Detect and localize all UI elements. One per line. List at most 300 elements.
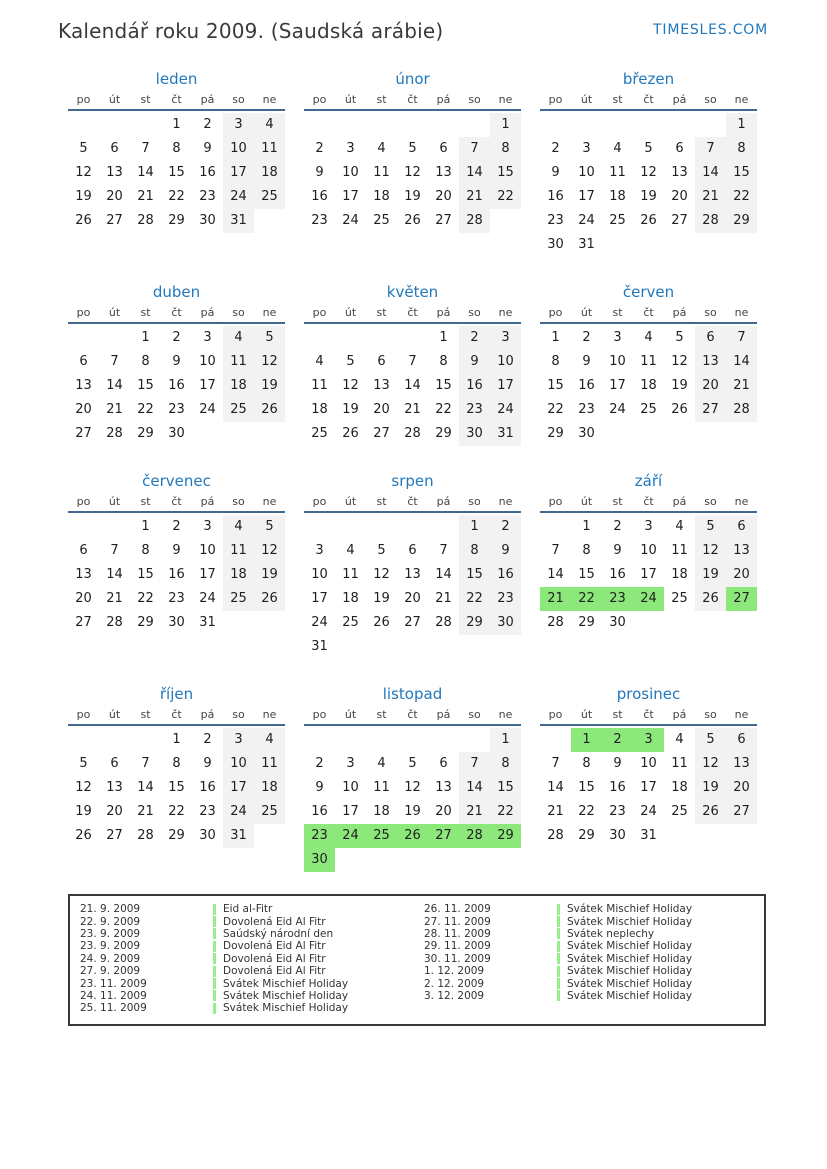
header-rule: [68, 511, 285, 513]
header-rule: [540, 511, 757, 513]
day-cell: 18: [609, 189, 626, 204]
holiday-marker-icon: [557, 916, 560, 927]
weekday-label: po: [76, 306, 91, 319]
day-cell: 25: [254, 185, 285, 209]
empty-cell: [335, 113, 366, 137]
day-cell: 20: [75, 402, 92, 417]
legend-holiday-name: Svátek Mischief Holiday: [567, 989, 693, 1002]
legend-entry: [424, 965, 754, 977]
day-cell: 19: [254, 374, 285, 398]
weekday-label: ne: [262, 306, 277, 319]
day-cell: 2: [602, 728, 633, 752]
day-cell: 18: [342, 591, 359, 606]
day-cell: 21: [540, 587, 571, 611]
day-cell: 13: [435, 780, 452, 795]
day-cell: 21: [404, 402, 421, 417]
day-cell: 31: [223, 824, 254, 848]
day-cell: 9: [203, 756, 212, 771]
day-cell: 7: [551, 543, 560, 558]
day-cell: 7: [551, 756, 560, 771]
day-cell: 6: [408, 543, 417, 558]
legend-holiday-name: Svátek Mischief Holiday: [567, 977, 693, 990]
legend-holiday-name: Svátek Mischief Holiday: [223, 1002, 349, 1015]
day-cell: 6: [79, 354, 88, 369]
day-cell: 4: [223, 515, 254, 539]
day-cell: 27: [428, 824, 459, 848]
day-cell: 29: [578, 615, 595, 630]
day-cell: 19: [640, 189, 657, 204]
day-cell: 8: [172, 141, 181, 156]
day-cell: 22: [435, 402, 452, 417]
weekday-label: so: [232, 495, 245, 508]
day-cell: 5: [408, 141, 417, 156]
day-cell: 24: [490, 398, 521, 422]
weekday-label: út: [344, 93, 357, 106]
day-cell: 25: [223, 398, 254, 422]
month-table: [540, 495, 757, 635]
weekday-label: po: [548, 306, 563, 319]
day-cell: 1: [551, 330, 560, 345]
day-cell: 25: [366, 824, 397, 848]
day-cell: 6: [110, 141, 119, 156]
day-cell: 2: [315, 141, 324, 156]
day-cell: 22: [459, 587, 490, 611]
day-cell: 7: [110, 543, 119, 558]
day-cell: 18: [223, 563, 254, 587]
weekday-label: pá: [436, 306, 451, 319]
day-cell: 2: [203, 732, 212, 747]
day-cell: 7: [141, 756, 150, 771]
day-cell: 4: [377, 756, 386, 771]
empty-cell: [335, 848, 366, 872]
day-cell: 25: [342, 615, 359, 630]
day-cell: 29: [547, 426, 564, 441]
day-cell: 6: [439, 141, 448, 156]
day-cell: 10: [223, 752, 254, 776]
day-cell: 3: [223, 728, 254, 752]
day-cell: 9: [582, 354, 591, 369]
legend-entry: [80, 953, 410, 965]
day-cell: 8: [582, 543, 591, 558]
day-cell: 13: [726, 539, 757, 563]
day-cell: 16: [311, 804, 328, 819]
weekday-label: út: [344, 495, 357, 508]
day-cell: 30: [578, 426, 595, 441]
day-cell: 27: [435, 213, 452, 228]
day-cell: 9: [172, 543, 181, 558]
day-cell: 16: [547, 189, 564, 204]
day-cell: 3: [613, 330, 622, 345]
day-cell: 29: [168, 828, 185, 843]
empty-cell: [99, 728, 130, 752]
day-cell: 8: [726, 137, 757, 161]
day-cell: 16: [199, 780, 216, 795]
legend-holiday-name: Dovolená Eid Al Fitr: [223, 915, 326, 928]
day-cell: 30: [490, 611, 521, 635]
holiday-marker-icon: [213, 990, 216, 1001]
day-cell: 22: [168, 804, 185, 819]
day-cell: 6: [439, 756, 448, 771]
day-cell: 8: [172, 756, 181, 771]
weekday-label: út: [108, 93, 121, 106]
month-table: [68, 93, 285, 233]
empty-cell: [397, 326, 428, 350]
day-cell: 1: [459, 515, 490, 539]
day-cell: 26: [254, 398, 285, 422]
day-cell: 23: [304, 824, 335, 848]
weekday-label: čt: [171, 495, 182, 508]
day-cell: 10: [199, 543, 216, 558]
legend-entry: [80, 928, 410, 940]
day-cell: 16: [609, 780, 626, 795]
empty-cell: [490, 635, 521, 659]
day-cell: 19: [75, 804, 92, 819]
day-cell: 2: [459, 326, 490, 350]
holiday-marker-icon: [213, 904, 216, 915]
day-cell: 29: [137, 426, 154, 441]
day-cell: 26: [75, 828, 92, 843]
weekday-label: so: [232, 93, 245, 106]
day-cell: 8: [582, 756, 591, 771]
day-cell: 20: [404, 591, 421, 606]
month-3: [540, 70, 757, 257]
day-cell: 20: [695, 374, 726, 398]
day-cell: 19: [695, 563, 726, 587]
day-cell: 29: [168, 213, 185, 228]
weekday-label: st: [376, 708, 387, 721]
weekday-label: po: [312, 495, 327, 508]
holiday-marker-icon: [213, 978, 216, 989]
legend-date: 24. 11. 2009: [80, 989, 147, 1002]
legend-date: 26. 11. 2009: [424, 903, 491, 916]
day-cell: 23: [547, 213, 564, 228]
day-cell: 12: [254, 539, 285, 563]
page-header: [0, 0, 827, 43]
weekday-label: út: [108, 306, 121, 319]
day-cell: 17: [490, 374, 521, 398]
legend-holiday-name: Saúdský národní den: [223, 927, 334, 940]
day-cell: 7: [141, 141, 150, 156]
day-cell: 27: [106, 213, 123, 228]
day-cell: 4: [377, 141, 386, 156]
day-cell: 26: [640, 213, 657, 228]
site-logo-link[interactable]: TIMESLES.COM: [653, 22, 768, 38]
month-table: [304, 708, 521, 872]
day-cell: 11: [254, 752, 285, 776]
day-cell: 21: [106, 402, 123, 417]
day-cell: 5: [675, 330, 684, 345]
day-cell: 17: [199, 378, 216, 393]
day-cell: 20: [726, 563, 757, 587]
weekday-label: po: [76, 708, 91, 721]
empty-cell: [99, 113, 130, 137]
day-cell: 7: [439, 543, 448, 558]
day-cell: 2: [490, 515, 521, 539]
empty-cell: [254, 824, 285, 848]
day-cell: 15: [168, 780, 185, 795]
weekday-label: ne: [734, 495, 749, 508]
day-cell: 11: [223, 350, 254, 374]
weekday-label: st: [612, 93, 623, 106]
day-cell: 4: [315, 354, 324, 369]
legend-holiday-name: Eid al-Fitr: [223, 903, 273, 916]
day-cell: 24: [311, 615, 328, 630]
empty-cell: [633, 233, 664, 257]
day-cell: 18: [373, 804, 390, 819]
day-cell: 21: [547, 804, 564, 819]
day-cell: 23: [602, 587, 633, 611]
day-cell: 20: [75, 591, 92, 606]
day-cell: 10: [199, 354, 216, 369]
holiday-marker-icon: [213, 953, 216, 964]
legend-holiday-name: Svátek neplechy: [567, 927, 655, 940]
legend-date: 28. 11. 2009: [424, 927, 491, 940]
day-cell: 17: [578, 189, 595, 204]
legend-entry: [80, 915, 410, 927]
day-cell: 7: [695, 137, 726, 161]
day-cell: 9: [613, 543, 622, 558]
month-9: [540, 472, 757, 635]
month-1: [68, 70, 285, 233]
weekday-label: ne: [498, 708, 513, 721]
day-cell: 18: [223, 374, 254, 398]
month-title: prosinec: [616, 685, 681, 703]
weekday-label: st: [612, 306, 623, 319]
day-cell: 14: [547, 567, 564, 582]
day-cell: 16: [459, 374, 490, 398]
weekday-label: út: [580, 306, 593, 319]
day-cell: 21: [459, 185, 490, 209]
weekday-label: st: [140, 93, 151, 106]
month-table: [540, 708, 757, 848]
day-cell: 14: [459, 161, 490, 185]
day-cell: 19: [695, 776, 726, 800]
day-cell: 28: [106, 615, 123, 630]
day-cell: 9: [172, 354, 181, 369]
day-cell: 26: [671, 402, 688, 417]
day-cell: 22: [137, 591, 154, 606]
day-cell: 19: [404, 189, 421, 204]
day-cell: 28: [404, 426, 421, 441]
day-cell: 3: [203, 330, 212, 345]
empty-cell: [397, 113, 428, 137]
empty-cell: [633, 113, 664, 137]
legend-date: 1. 12. 2009: [424, 965, 485, 978]
day-cell: 22: [490, 800, 521, 824]
day-cell: 13: [726, 752, 757, 776]
day-cell: 26: [75, 213, 92, 228]
day-cell: 17: [342, 804, 359, 819]
day-cell: 28: [547, 828, 564, 843]
weekday-label: st: [612, 495, 623, 508]
day-cell: 21: [435, 591, 452, 606]
day-cell: 19: [671, 378, 688, 393]
empty-cell: [254, 422, 285, 446]
weekday-label: so: [468, 93, 481, 106]
weekday-label: pá: [200, 93, 215, 106]
weekday-label: po: [548, 708, 563, 721]
day-cell: 2: [315, 756, 324, 771]
holiday-marker-icon: [557, 928, 560, 939]
empty-cell: [664, 824, 695, 848]
month-title: červen: [622, 283, 675, 301]
day-cell: 10: [640, 543, 657, 558]
day-cell: 26: [373, 615, 390, 630]
legend-date: 25. 11. 2009: [80, 1002, 147, 1015]
day-cell: 11: [373, 165, 390, 180]
legend-holiday-name: Svátek Mischief Holiday: [567, 940, 693, 953]
day-cell: 15: [435, 378, 452, 393]
empty-cell: [695, 824, 726, 848]
month-title: duben: [152, 283, 201, 301]
day-cell: 23: [578, 402, 595, 417]
empty-cell: [223, 611, 254, 635]
day-cell: 15: [547, 378, 564, 393]
day-cell: 10: [311, 567, 328, 582]
day-cell: 18: [311, 402, 328, 417]
day-cell: 11: [671, 756, 688, 771]
empty-cell: [366, 113, 397, 137]
weekday-label: so: [232, 306, 245, 319]
weekday-label: pá: [672, 495, 687, 508]
weekday-label: pá: [436, 708, 451, 721]
empty-cell: [602, 113, 633, 137]
month-8: [304, 472, 521, 659]
month-table: [68, 306, 285, 446]
day-cell: 22: [168, 189, 185, 204]
weekday-label: ne: [262, 708, 277, 721]
weekday-label: pá: [200, 495, 215, 508]
day-cell: 10: [342, 780, 359, 795]
month-title: listopad: [382, 685, 443, 703]
day-cell: 15: [459, 563, 490, 587]
empty-cell: [459, 728, 490, 752]
empty-cell: [664, 422, 695, 446]
day-cell: 1: [490, 113, 521, 137]
day-cell: 23: [168, 591, 185, 606]
day-cell: 3: [490, 326, 521, 350]
day-cell: 8: [490, 752, 521, 776]
day-cell: 30: [304, 848, 335, 872]
empty-cell: [335, 728, 366, 752]
day-cell: 23: [459, 398, 490, 422]
day-cell: 21: [137, 189, 154, 204]
weekday-label: út: [108, 708, 121, 721]
weekday-label: pá: [200, 708, 215, 721]
day-cell: 18: [640, 378, 657, 393]
empty-cell: [726, 611, 757, 635]
day-cell: 20: [435, 804, 452, 819]
legend-entry: [424, 940, 754, 952]
day-cell: 19: [342, 402, 359, 417]
empty-cell: [726, 824, 757, 848]
day-cell: 1: [571, 728, 602, 752]
day-cell: 1: [490, 728, 521, 752]
day-cell: 16: [578, 378, 595, 393]
day-cell: 4: [675, 519, 684, 534]
day-cell: 15: [490, 776, 521, 800]
weekday-label: po: [312, 93, 327, 106]
day-cell: 1: [582, 519, 591, 534]
month-table: [304, 495, 521, 659]
weekday-label: čt: [407, 708, 418, 721]
weekday-label: po: [312, 708, 327, 721]
day-cell: 28: [547, 615, 564, 630]
day-cell: 23: [199, 189, 216, 204]
day-cell: 6: [110, 756, 119, 771]
day-cell: 16: [199, 165, 216, 180]
day-cell: 16: [311, 189, 328, 204]
empty-cell: [130, 113, 161, 137]
day-cell: 28: [459, 824, 490, 848]
day-cell: 17: [609, 378, 626, 393]
empty-cell: [254, 209, 285, 233]
day-cell: 22: [490, 185, 521, 209]
day-cell: 23: [168, 402, 185, 417]
day-cell: 12: [373, 567, 390, 582]
day-cell: 8: [439, 354, 448, 369]
empty-cell: [366, 728, 397, 752]
day-cell: 12: [254, 350, 285, 374]
day-cell: 13: [106, 780, 123, 795]
empty-cell: [366, 848, 397, 872]
month-title: březen: [622, 70, 675, 88]
day-cell: 6: [695, 326, 726, 350]
weekday-label: čt: [171, 306, 182, 319]
day-cell: 4: [223, 326, 254, 350]
empty-cell: [664, 233, 695, 257]
empty-cell: [602, 422, 633, 446]
weekday-label: so: [468, 306, 481, 319]
day-cell: 11: [223, 539, 254, 563]
day-cell: 7: [110, 354, 119, 369]
day-cell: 18: [373, 189, 390, 204]
day-cell: 17: [640, 780, 657, 795]
day-cell: 26: [397, 824, 428, 848]
holiday-marker-icon: [213, 966, 216, 977]
day-cell: 13: [404, 567, 421, 582]
day-cell: 2: [172, 330, 181, 345]
weekday-label: ne: [498, 93, 513, 106]
day-cell: 21: [695, 185, 726, 209]
day-cell: 30: [459, 422, 490, 446]
day-cell: 11: [254, 137, 285, 161]
day-cell: 27: [726, 800, 757, 824]
holiday-marker-icon: [557, 978, 560, 989]
day-cell: 24: [609, 402, 626, 417]
day-cell: 16: [490, 563, 521, 587]
legend-entry: [80, 965, 410, 977]
day-cell: 27: [373, 426, 390, 441]
weekday-label: út: [580, 495, 593, 508]
month-7: [68, 472, 285, 635]
day-cell: 11: [640, 354, 657, 369]
day-cell: 18: [671, 567, 688, 582]
day-cell: 12: [75, 165, 92, 180]
weekday-label: st: [376, 306, 387, 319]
day-cell: 17: [199, 567, 216, 582]
day-cell: 14: [435, 567, 452, 582]
day-cell: 30: [199, 213, 216, 228]
legend-box: [68, 894, 766, 1026]
weekday-label: so: [704, 93, 717, 106]
legend-date: 2. 12. 2009: [424, 977, 485, 990]
legend-holiday-name: Svátek Mischief Holiday: [223, 977, 349, 990]
day-cell: 22: [137, 402, 154, 417]
empty-cell: [99, 515, 130, 539]
month-10: [68, 685, 285, 848]
weekday-label: ne: [498, 495, 513, 508]
